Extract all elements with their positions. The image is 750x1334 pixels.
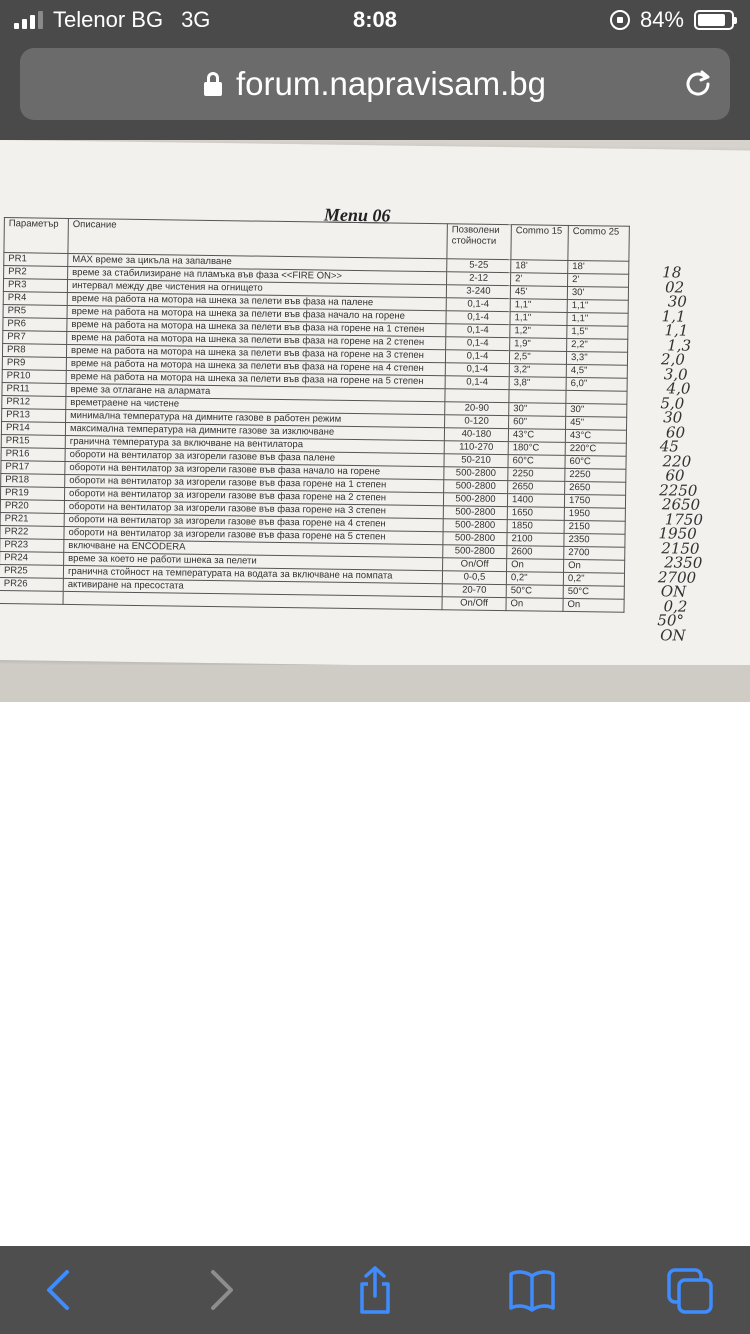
address-content: [20, 48, 730, 120]
handwritten-note: 2700: [657, 567, 697, 587]
handwritten-note: ON: [660, 625, 686, 645]
cell-c15: 2250: [508, 468, 565, 482]
network-type: 3G: [181, 7, 211, 32]
cell-c25: 1,1": [567, 299, 628, 313]
cell-param: PR3: [3, 279, 67, 293]
cell-desc: време за което не работи шнека за пелети: [64, 552, 443, 570]
cell-desc: време за стабилизиране на пламъка във фаза <<FIRE ON>>: [68, 266, 447, 284]
cell-param: PR16: [1, 448, 65, 462]
handwritten-note: 60: [665, 422, 686, 442]
cell-param: PR1: [4, 253, 68, 267]
cell-range: 2-12: [447, 272, 511, 286]
cell-param: PR26: [0, 578, 63, 592]
cell-c15: On: [506, 598, 563, 612]
cell-c25: 1,5": [567, 325, 628, 339]
cell-c25: 4,5": [566, 364, 627, 378]
cell-desc: време на работа на мотора на шнека за пелети във фаза начало на горене: [67, 305, 446, 323]
handwritten-note: 2,0: [660, 350, 685, 369]
cell-param: PR6: [3, 318, 67, 332]
cell-desc: интервал между две чистения на огнището: [67, 279, 446, 297]
status-bar: [0, 0, 750, 44]
cell-range: 500-2800: [443, 506, 507, 520]
header-c25: Commo 25: [568, 225, 629, 261]
cell-c25: 30": [566, 403, 627, 417]
cell-range: 0,1-4: [446, 324, 510, 338]
cell-param: PR13: [2, 409, 66, 423]
cell-c15: 3,8": [509, 377, 566, 391]
cell-c25: 2,2": [567, 338, 628, 352]
handwritten-note: 30: [667, 292, 688, 311]
cell-desc: време на работа на мотора на шнека за пелети във фаза на горене на 3 степен: [66, 344, 445, 362]
cell-range: 40-180: [444, 428, 508, 442]
cell-range: [445, 389, 509, 403]
paper-sheet: [0, 140, 750, 671]
cell-desc: гранична стойност на температурата на водата за включване на помпата: [63, 565, 442, 583]
cell-range: On/Off: [443, 558, 507, 572]
cell-c25: 2650: [565, 481, 626, 495]
handwritten-note: 5,0: [660, 393, 685, 413]
handwritten-note: 50°: [657, 611, 685, 630]
cell-param: PR24: [0, 552, 64, 566]
cell-c15: 1,9": [510, 338, 567, 352]
url-text: forum.napravisam.bg: [236, 65, 546, 102]
cell-param: PR14: [1, 422, 65, 436]
header-desc: Описание: [68, 218, 447, 258]
cell-param: PR23: [0, 539, 64, 553]
cell-desc: максимална температура на димните газове за изключване: [65, 422, 444, 440]
cell-param: PR22: [0, 526, 64, 540]
menu-title: Menu 06: [323, 204, 391, 226]
cell-range: 0-120: [445, 415, 509, 429]
handwritten-note: 2250: [659, 480, 698, 500]
browser-toolbar: [0, 1246, 750, 1334]
handwritten-note: 30: [663, 408, 683, 427]
cell-c15: On: [507, 559, 564, 573]
cell-desc: време на работа на мотора на шнека за пелети във фаза на горене на 5 степен: [66, 370, 445, 388]
cell-c15: 2,5": [509, 351, 566, 365]
cell-range: 20-70: [442, 584, 506, 598]
cell-desc: време за отлагане на алармата: [66, 383, 445, 401]
cell-c15: 0,2": [506, 572, 563, 586]
cell-c15: 2': [511, 273, 568, 287]
battery-percent: 84%: [639, 7, 684, 32]
cell-desc: MAX време за цикъла на запалване: [68, 253, 447, 271]
document-photo: [0, 140, 750, 702]
browser-chrome: [0, 0, 750, 140]
cell-c15: 43°C: [508, 429, 565, 443]
cell-desc: времетраене на чистене: [66, 396, 445, 414]
handwritten-note: 2650: [661, 495, 701, 514]
battery-icon: [694, 10, 734, 30]
orientation-lock-icon: [610, 10, 630, 30]
cell-c15: 60°C: [508, 455, 565, 469]
cell-desc: обороти на вентилатор за изгорели газове във фаза начало на горене: [65, 461, 444, 479]
handwritten-note: 4,0: [666, 379, 691, 398]
header-param: Параметър: [4, 218, 68, 254]
cell-param: PR2: [4, 266, 68, 280]
cell-range: 0,1-4: [445, 350, 509, 364]
cell-desc: обороти на вентилатор за изгорели газове във фаза палене: [65, 448, 444, 466]
cell-range: 500-2800: [444, 480, 508, 494]
tabs-icon[interactable]: [665, 1266, 715, 1314]
cell-range: 500-2800: [443, 545, 507, 559]
share-icon[interactable]: [350, 1266, 400, 1314]
handwritten-note: 1950: [658, 524, 697, 543]
cell-c15: 2650: [508, 481, 565, 495]
cell-desc: обороти на вентилатор за изгорели газове във фаза горене на 3 степен: [64, 500, 443, 518]
cell-c25: On: [563, 598, 624, 612]
handwritten-note: 18: [662, 263, 682, 282]
cell-c25: 2250: [565, 468, 626, 482]
cell-param: PR21: [0, 513, 64, 527]
cell-param: PR5: [3, 305, 67, 319]
cell-range: 110-270: [444, 441, 508, 455]
reload-icon[interactable]: [682, 68, 714, 100]
cell-desc: обороти на вентилатор за изгорели газове във фаза горене на 2 степен: [64, 487, 443, 505]
back-icon[interactable]: [35, 1266, 85, 1314]
cell-c15: 18': [511, 260, 568, 274]
cell-range: 0,1-4: [445, 363, 509, 377]
cell-desc: време на работа на мотора на шнека за пелети във фаза на горене на 1 степен: [67, 318, 446, 336]
cell-range: 500-2800: [443, 519, 507, 533]
cell-param: PR18: [1, 474, 65, 488]
cell-c15: 180°C: [508, 442, 565, 456]
cell-range: 0,1-4: [445, 376, 509, 390]
cell-param: PR11: [2, 383, 66, 397]
cell-c15: 1400: [507, 494, 564, 508]
cell-c15: 50°C: [506, 585, 563, 599]
cell-c25: 18': [568, 260, 629, 274]
cell-range: 0,1-4: [446, 337, 510, 351]
cell-range: 500-2800: [443, 493, 507, 507]
parameters-table: [0, 217, 630, 613]
cell-param: PR17: [1, 461, 65, 475]
handwritten-note: 2150: [661, 538, 700, 558]
cell-desc: време на работа на мотора на шнека за пелети във фаза на палене: [67, 292, 446, 310]
cell-desc: минимална температура на димните газове в работен режим: [66, 409, 445, 427]
cell-range: 500-2800: [443, 532, 507, 546]
cell-c15: 3,2": [509, 364, 566, 378]
cell-desc: обороти на вентилатор за изгорели газове във фаза горене на 5 степен: [64, 526, 443, 544]
handwritten-note: 02: [664, 277, 685, 297]
cell-range: 0,1-4: [446, 311, 510, 325]
cell-c15: 45': [510, 286, 567, 300]
cell-c25: 2350: [564, 533, 625, 547]
cell-c15: 1,1": [510, 312, 567, 326]
handwritten-note: 0,2: [663, 596, 688, 616]
cell-c25: [566, 390, 627, 404]
carrier-name: Telenor BG: [53, 7, 164, 32]
cell-c15: 1,2": [510, 325, 567, 339]
cell-c15: 2100: [507, 533, 564, 547]
cell-c25: 3,3": [566, 351, 627, 365]
handwritten-note: 220: [662, 451, 692, 471]
cell-desc: време на работа на мотора на шнека за пелети във фаза на горене на 2 степен: [67, 331, 446, 349]
cell-c25: 1,1": [567, 312, 628, 326]
cell-c15: 1650: [507, 507, 564, 521]
handwritten-note: 1,1: [664, 321, 689, 340]
cell-param: PR4: [3, 292, 67, 306]
cell-range: 50-210: [444, 454, 508, 468]
cell-c15: 1850: [507, 520, 564, 534]
cell-c25: 2700: [564, 546, 625, 560]
handwritten-note: 1,3: [667, 335, 692, 355]
cell-range: 0,1-4: [446, 298, 510, 312]
cell-param: PR12: [2, 396, 66, 410]
cell-param: [0, 591, 63, 605]
cell-desc: време на работа на мотора на шнека за пелети във фаза на горене на 4 степен: [66, 357, 445, 375]
cell-param: PR19: [0, 487, 64, 501]
cell-c25: 1950: [564, 507, 625, 521]
cell-range: 3-240: [446, 285, 510, 299]
battery-fill: [698, 14, 725, 26]
cell-range: 5-25: [447, 259, 511, 273]
cell-c25: 6,0": [566, 377, 627, 391]
cell-param: PR20: [0, 500, 64, 514]
cell-param: PR8: [2, 344, 66, 358]
cell-param: PR9: [2, 357, 66, 371]
handwritten-note: 60: [665, 466, 685, 485]
cell-c25: 2150: [564, 520, 625, 534]
cell-c25: On: [564, 559, 625, 573]
cell-c25: 30': [567, 286, 628, 300]
cell-c25: 43°C: [565, 429, 626, 443]
photo-background: [0, 665, 750, 702]
cell-range: 500-2800: [444, 467, 508, 481]
cell-desc: обороти на вентилатор за изгорели газове във фаза горене на 4 степен: [64, 513, 443, 531]
handwritten-note: ON: [660, 582, 687, 601]
cell-c25: 2': [568, 273, 629, 287]
header-c15: Commo 15: [511, 225, 568, 261]
cell-c15: 30": [509, 403, 566, 417]
cell-c25: 45": [566, 416, 627, 430]
handwritten-note: 1750: [664, 509, 704, 529]
header-range: Позволени стойности: [447, 224, 511, 260]
handwritten-note: 3,0: [663, 364, 688, 384]
cell-desc: гранична температура за включване на вентилатора: [65, 435, 444, 453]
cell-desc: включване на ENCODERA: [64, 539, 443, 557]
cell-desc: обороти на вентилатор за изгорели газове във фаза горене на 1 степен: [65, 474, 444, 492]
handwritten-notes: [657, 263, 750, 645]
forward-icon[interactable]: [195, 1266, 245, 1314]
padlock-icon: [204, 72, 222, 96]
cell-c15: 2600: [507, 546, 564, 560]
bookmarks-icon[interactable]: [507, 1266, 557, 1314]
handwritten-note: 45: [659, 437, 680, 456]
cell-param: PR10: [2, 370, 66, 384]
cell-param: PR25: [0, 565, 64, 579]
status-time: 8:08: [352, 7, 398, 32]
cell-c25: 60°C: [565, 455, 626, 469]
cell-c25: 0,2": [563, 572, 624, 586]
handwritten-note: 1,1: [661, 306, 686, 326]
cell-range: 20-90: [445, 402, 509, 416]
cell-param: PR7: [3, 331, 67, 345]
status-right: [610, 7, 734, 33]
cell-c25: 1750: [564, 494, 625, 508]
cell-c15: 1,1": [510, 299, 567, 313]
cell-c25: 220°C: [565, 442, 626, 456]
address-bar[interactable]: [20, 48, 730, 120]
cell-c15: [509, 390, 566, 404]
cell-param: PR15: [1, 435, 65, 449]
handwritten-note: 2350: [664, 553, 703, 572]
cell-c25: 50°C: [563, 585, 624, 599]
cell-desc: активиране на пресостата: [63, 578, 442, 596]
cell-c15: 60": [509, 416, 566, 430]
table-body: [0, 253, 629, 613]
cell-range: On/Off: [442, 597, 506, 611]
cell-range: 0-0,5: [442, 571, 506, 585]
